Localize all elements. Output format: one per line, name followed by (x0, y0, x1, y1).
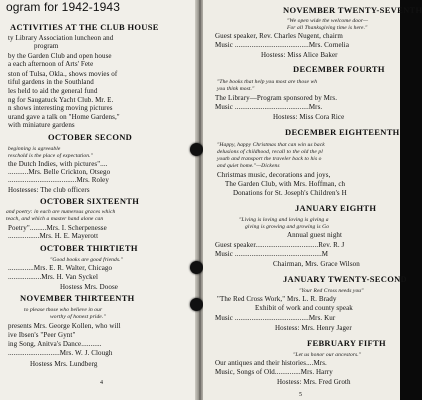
heading-jan-22: JANUARY TWENTY-SECOND (283, 274, 407, 284)
quote-line: reschold is the place of expectation." (8, 153, 94, 159)
program-line: .................Mrs. H. E. Mayerott (8, 232, 99, 240)
quote-line: worthy of honest pride." (50, 314, 106, 320)
quote-line: and poetry: in each are numerous graces which (6, 209, 116, 215)
quote-line: youth and transport the traveler back to his o (217, 156, 322, 162)
program-line: Guest speaker..................................Rev. R. J (215, 241, 345, 249)
intro-line: les held to aid the general fund (8, 87, 98, 95)
intro-line: ston of Tulsa, Okla., shows movies of (8, 70, 118, 78)
hostess-line: Hostess Mrs. Lundberg (30, 360, 98, 368)
binding-staple (190, 298, 203, 311)
binding-staple (190, 261, 203, 274)
hostess-line: Hostess: Miss Cora Rice (273, 113, 345, 121)
quote-line: delusions of childhood, recall to the old the pl (217, 149, 323, 155)
program-line: Music, Songs of Old..............Mrs. Harry (215, 368, 333, 376)
quote-line: "Let us honor our ancestors." (293, 352, 362, 358)
program-line: Donations for St. Joseph's Children's H (233, 189, 347, 197)
left-page (0, 0, 197, 400)
section-heading-activities: ACTIVITIES AT THE CLUB HOUSE (10, 22, 159, 32)
intro-line: program (34, 42, 59, 50)
program-line: The Library—Program sponsored by Mrs. (215, 94, 338, 102)
program-line: ............................Mrs. W. J. Clough (8, 349, 113, 357)
intro-line: a each afternoon of Arts' Fete (8, 60, 94, 68)
quote-line: For all Thanksgiving time is here." (287, 25, 368, 31)
program-line: Exhibit of work and county speak (255, 304, 353, 312)
quote-line: "Living is loving and loving is giving a (239, 217, 329, 223)
program-line: The Garden Club, with Mrs. Hoffman, ch (225, 180, 346, 188)
program-line: Annual guest night (287, 231, 343, 239)
heading-oct-second: OCTOBER SECOND (48, 132, 133, 142)
program-line: Music ...............................................M (215, 250, 329, 258)
program-line: Music ........................................Mrs. Cornelia (215, 41, 350, 49)
quote-line: giving is growing and growing is Go (245, 224, 330, 230)
program-line: presents Mrs. George Kollen, who will (8, 322, 121, 330)
heading-oct-sixteenth: OCTOBER SIXTEENTH (40, 196, 140, 206)
program-line: Our antiques and their histories....Mrs. (215, 359, 327, 367)
quote-line: teach, and which a master hand alone can (6, 216, 104, 222)
program-line: ing Song, Anitva's Dance........... (8, 340, 102, 348)
program-line: the Dutch Indies, with pictures".... (8, 160, 108, 168)
quote-line: "The books that help you most are those wh (217, 79, 318, 85)
program-line: ..................Mrs. H. Van Syckel (8, 273, 98, 281)
program-line: Poetry".........Mrs. I. Scherpenesse (8, 224, 107, 232)
page-number: 4 (100, 380, 104, 386)
quote-line: "Good books are good friends." (50, 257, 123, 263)
program-line: Music ........................................Mrs. (215, 103, 323, 111)
intro-line: urand gave a talk on "Home Gardens," (8, 113, 120, 121)
heading-dec-eighteenth: DECEMBER EIGHTEENTH (285, 127, 400, 137)
heading-nov-27: NOVEMBER TWENTY-SEVENTH (283, 5, 422, 15)
hostess-line: Hostess Mrs. Doose (60, 283, 118, 291)
hostess-line: Hostess: Mrs. Henry Jager (275, 324, 352, 332)
quote-line: you think most." (217, 86, 255, 92)
program-line: .....................................Mrs. Roley (8, 176, 109, 184)
program-line: Christmas music, decorations and joys, (217, 171, 331, 179)
chairman-line: Chairman, Mrs. Grace Wilson (273, 260, 360, 268)
program-line: ..............Mrs. E. R. Walter, Chicago (8, 264, 113, 272)
quote-line: and quiet home."—Dickens (217, 163, 280, 169)
program-line: ...........Mrs. Belle Crickton, Otsego (8, 168, 111, 176)
intro-line: with miniature gardens (8, 121, 75, 129)
heading-oct-thirtieth: OCTOBER THIRTIETH (40, 243, 138, 253)
hostess-line: Hostesses: The club officers (8, 186, 90, 194)
program-title: ogram for 1942-1943 (6, 0, 120, 14)
quote-line: "We open wide the welcome door— (287, 18, 369, 24)
program-line: ive Ibsen's "Peer Gynt" (8, 331, 76, 339)
right-page (203, 0, 422, 400)
quote-line: "Your Red Cross needs you" (299, 288, 364, 294)
program-line: Music ........................................Mrs. Kur (215, 314, 336, 322)
heading-jan-eighth: JANUARY EIGHTH (295, 203, 377, 213)
intro-line: tiful gardens in the Southland (8, 78, 94, 86)
hostess-line: Hostess: Mrs. Fred Groth (277, 378, 351, 386)
page-number: 5 (299, 392, 303, 398)
quote-line: beginning is agreeable (8, 146, 61, 152)
intro-line: ng for Saugatuck Yacht Club. Mr. E. (8, 96, 114, 104)
heading-dec-fourth: DECEMBER FOURTH (293, 64, 385, 74)
hostess-line: Hostess: Miss Alice Baker (261, 51, 338, 59)
heading-nov-thirteenth: NOVEMBER THIRTEENTH (20, 293, 135, 303)
intro-line: n shows interesting moving pictures (8, 104, 113, 112)
intro-line: ty Library Association luncheon and (8, 34, 114, 42)
binding-staple (190, 143, 203, 156)
program-line: Guest speaker, Rev. Charles Nugent, chairm (215, 32, 343, 40)
intro-line: by the Garden Club and open house (8, 52, 112, 60)
quote-line: "Happy, happy Christmas that can win us back (217, 142, 325, 148)
quote-line: to please those who believe in our (24, 307, 103, 313)
heading-feb-fifth: FEBRUARY FIFTH (307, 338, 386, 348)
program-line: "The Red Cross Work," Mrs. L. R. Brady (217, 295, 337, 303)
